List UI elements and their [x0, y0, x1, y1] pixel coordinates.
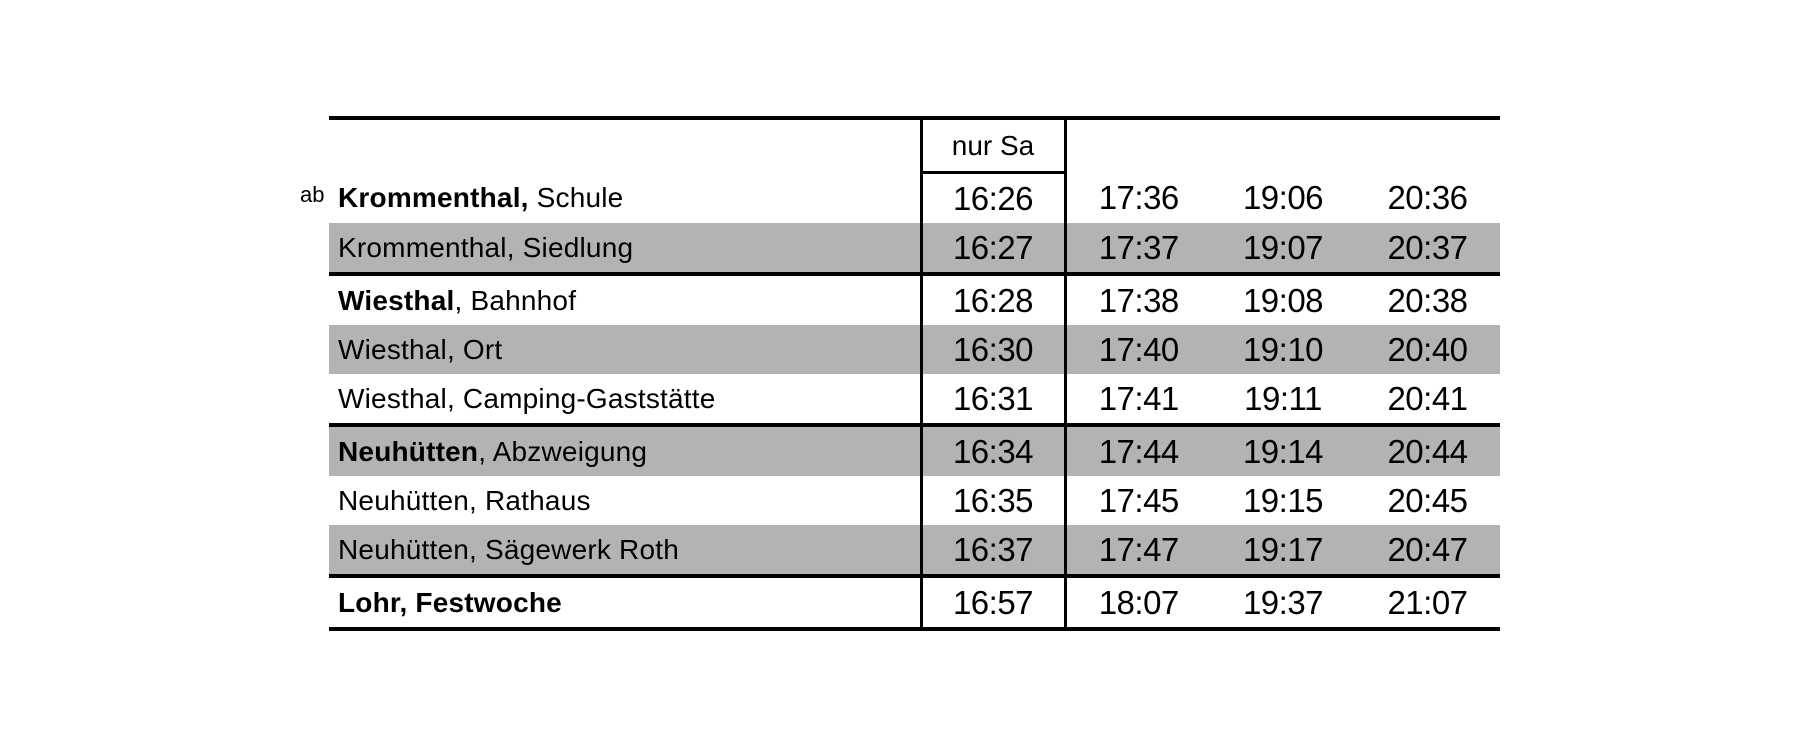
departure-time: 21:07 [1355, 576, 1500, 629]
departure-time: 16:31 [921, 374, 1065, 425]
departure-time: 17:47 [1065, 525, 1211, 576]
departure-time: 16:37 [921, 525, 1065, 576]
timetable-row [329, 173, 1500, 224]
departure-time: 19:37 [1211, 576, 1355, 629]
timetable-row [329, 576, 1500, 629]
departure-time: 20:38 [1355, 274, 1500, 325]
timetable-row [329, 476, 1500, 525]
stop-name: Neuhütten, Sägewerk Roth [329, 525, 921, 576]
departure-time: 20:40 [1355, 325, 1500, 374]
departure-time: 20:47 [1355, 525, 1500, 576]
timetable-row [329, 374, 1500, 425]
departure-time: 19:08 [1211, 274, 1355, 325]
departure-time: 20:45 [1387, 481, 1468, 519]
header-empty-cell [1355, 118, 1500, 173]
header-row [329, 118, 1500, 173]
departure-time: 17:37 [1065, 223, 1211, 274]
departure-time: 17:36 [1098, 178, 1179, 216]
departure-time: 16:35 [921, 476, 1065, 525]
stop-name: Lohr, Festwoche [329, 576, 921, 629]
bus-timetable [329, 116, 1500, 631]
stop-name: Neuhütten, Rathaus [338, 484, 591, 516]
departure-time: 16:28 [921, 274, 1065, 325]
saturday-only-header: nur Sa [921, 118, 1065, 173]
departure-time: 19:11 [1244, 379, 1322, 417]
departure-time: 17:41 [1098, 379, 1179, 417]
departure-time: 18:07 [1065, 576, 1211, 629]
departure-time: 19:15 [1242, 481, 1324, 519]
departure-time: 17:45 [1098, 481, 1179, 519]
departure-time: 16:30 [921, 325, 1065, 374]
timetable-row [329, 274, 1500, 325]
header-empty-cell [1065, 118, 1211, 173]
stop-name: Wiesthal, Camping-Gaststätte [338, 382, 716, 414]
departure-time: 19:10 [1211, 325, 1355, 374]
departure-time: 17:38 [1065, 274, 1211, 325]
departure-time: 16:57 [921, 576, 1065, 629]
stop-name: Wiesthal, Bahnhof [329, 274, 921, 325]
timetable-row [329, 325, 1500, 374]
departure-time: 17:40 [1065, 325, 1211, 374]
departure-time: 19:14 [1211, 425, 1355, 476]
departure-time: 20:44 [1355, 425, 1500, 476]
departure-time: 16:34 [921, 425, 1065, 476]
departure-marker: ab [300, 182, 325, 207]
stop-name: Neuhütten, Abzweigung [329, 425, 921, 476]
departure-time: 16:27 [921, 223, 1065, 274]
timetable-row [329, 223, 1500, 274]
timetable-row [329, 525, 1500, 576]
departure-time: 19:07 [1211, 223, 1355, 274]
stop-name: Krommenthal, Siedlung [329, 223, 921, 274]
departure-time: 20:41 [1387, 379, 1468, 417]
header-stop-cell [329, 118, 921, 173]
departure-time: 17:44 [1065, 425, 1211, 476]
departure-time: 19:06 [1242, 178, 1324, 216]
header-empty-cell [1211, 118, 1355, 173]
departure-time: 20:37 [1355, 223, 1500, 274]
departure-time: 20:36 [1387, 178, 1468, 216]
departure-time: 16:26 [921, 173, 1065, 224]
stop-name: Krommenthal, Schule [338, 181, 624, 213]
departure-time: 19:17 [1211, 525, 1355, 576]
timetable-row [329, 425, 1500, 476]
stop-name: Wiesthal, Ort [329, 325, 921, 374]
